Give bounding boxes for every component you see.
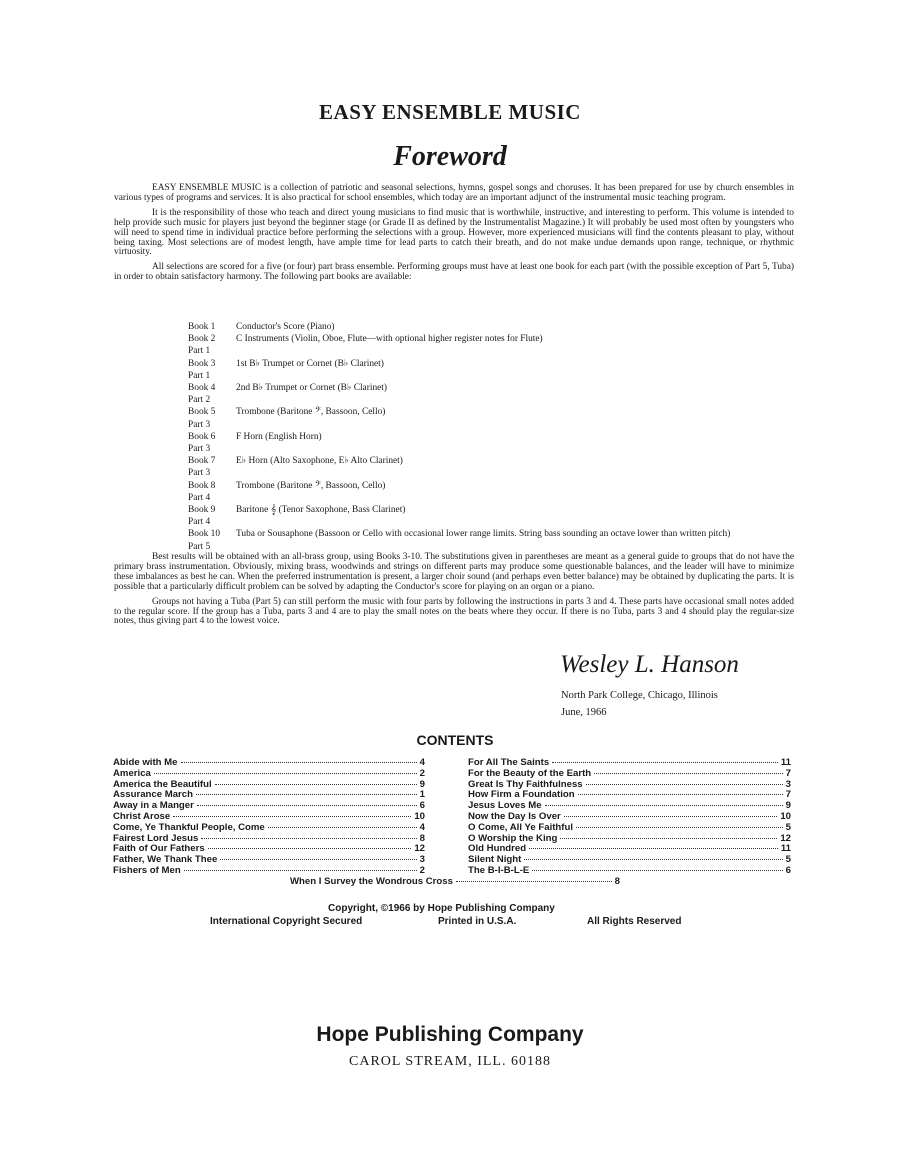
dot-leader (578, 794, 783, 795)
signature: Wesley L. Hanson (560, 651, 739, 678)
contents-page: 6 (785, 864, 791, 876)
contents-page: 7 (785, 767, 791, 779)
contents-title: Great Is Thy Faithfulness (468, 778, 583, 790)
book-number: Book 5 (188, 407, 216, 418)
book-part: Part 3 (188, 444, 211, 455)
contents-page: 3 (419, 854, 425, 866)
paragraph: All selections are scored for a five (or four) part brass ensemble. Performing groups must have at least one book for each part (with the possible exception of Part 5, Tuba) in order to obtain satisfactory harmony. The following part books are available: (114, 262, 794, 283)
dot-leader (456, 881, 612, 882)
contents-page: 5 (785, 821, 791, 833)
book-item (188, 504, 796, 528)
contents-item-centered (290, 876, 620, 887)
dot-leader (594, 773, 783, 774)
contents-page: 9 (785, 800, 791, 812)
contents-title: Abide with Me (113, 757, 178, 768)
book-item (188, 431, 796, 455)
publisher-address: CAROL STREAM, ILL. 60188 (349, 1054, 551, 1069)
contents-page: 8 (419, 832, 425, 844)
book-part: Part 4 (188, 492, 211, 503)
book-description: F Horn (English Horn) (236, 431, 322, 442)
contents-page: 11 (780, 843, 791, 855)
dot-leader (196, 794, 417, 795)
contents-title: Faith of Our Fathers (113, 843, 205, 855)
contents-title: America (113, 767, 151, 779)
book-description: C Instruments (Violin, Oboe, Flute—with optional higher register notes for Flute) (236, 334, 543, 345)
book-number: Book 6 (188, 431, 216, 442)
contents-item (468, 823, 791, 834)
book-part: Part 3 (188, 419, 211, 430)
contents-title: Fishers of Men (113, 864, 181, 876)
page-title: EASY ENSEMBLE MUSIC (319, 100, 581, 124)
contents-title: Come, Ye Thankful People, Come (113, 821, 265, 833)
book-number: Book 8 (188, 480, 216, 491)
publisher-name: Hope Publishing Company (316, 1023, 584, 1046)
dot-leader (268, 827, 417, 828)
contents-page: 3 (785, 778, 791, 790)
contents-page: 1 (419, 789, 425, 801)
dot-leader (208, 848, 412, 849)
contents-page: 7 (785, 789, 791, 801)
contents-title: The B-I-B-L-E (468, 864, 530, 876)
book-item (188, 455, 796, 479)
book-number: Book 7 (188, 456, 216, 467)
book-item (188, 382, 796, 406)
book-part: Part 1 (188, 346, 211, 357)
part-book-list (188, 321, 796, 553)
contents-page: 11 (780, 757, 791, 768)
book-number: Book 3 (188, 358, 216, 369)
book-number: Book 9 (188, 505, 216, 516)
dot-leader (545, 805, 783, 806)
contents-page: 12 (780, 832, 791, 844)
dot-leader (184, 870, 417, 871)
book-description: Conductor's Score (Piano) (236, 322, 335, 332)
contents-page: 6 (419, 800, 425, 812)
book-description: Tuba or Sousaphone (Bassoon or Cello with occasional lower range limits. String bass sounding an octave lower than written pitch) (236, 529, 731, 540)
book-part: Part 3 (188, 468, 211, 479)
book-part: Part 1 (188, 370, 211, 381)
contents-item (113, 769, 425, 780)
book-part: Part 2 (188, 395, 211, 406)
printed-in: Printed in U.S.A. (438, 916, 517, 927)
contents-page: 10 (780, 810, 791, 822)
rights-reserved: All Rights Reserved (587, 916, 682, 927)
book-number: Book 10 (188, 529, 221, 540)
signature-affiliation: North Park College, Chicago, Illinois (561, 690, 718, 701)
paragraph: EASY ENSEMBLE MUSIC is a collection of patriotic and seasonal selections, hymns, gospel songs and choruses. It has been prepared for use by church ensembles in various types of programs and services. It is also practical for school ensembles, which today are an important adjunct of the instrumental music teaching program. (114, 183, 794, 203)
dot-leader (524, 859, 782, 860)
dot-leader (220, 859, 416, 860)
book-description: Baritone 𝄞 (Tenor Saxophone, Bass Clarinet) (236, 505, 406, 516)
dot-leader (576, 827, 783, 828)
book-description: 2nd B♭ Trumpet or Cornet (B♭ Clarinet) (236, 383, 388, 394)
contents-title: Father, We Thank Thee (113, 854, 218, 866)
contents-title: Silent Night (468, 854, 522, 866)
dot-leader (173, 816, 411, 817)
dot-leader (197, 805, 417, 806)
contents-column-right (468, 758, 791, 877)
book-description: Trombone (Baritone 𝄢, Bassoon, Cello) (236, 480, 386, 491)
foreword-heading: Foreword (393, 141, 507, 172)
book-description: Trombone (Baritone 𝄢, Bassoon, Cello) (236, 407, 386, 418)
contents-page: 2 (419, 864, 425, 876)
book-number: Book 4 (188, 383, 216, 394)
dot-leader (529, 848, 778, 849)
book-number: Book 2 (188, 334, 216, 345)
dot-leader (201, 838, 416, 839)
contents-item (290, 876, 620, 887)
book-description: E♭ Horn (Alto Saxophone, E♭ Alto Clarinet) (236, 456, 403, 467)
dot-leader (564, 816, 778, 817)
book-item (188, 480, 796, 504)
foreword-body-continued (114, 553, 794, 632)
book-item (188, 321, 796, 333)
dot-leader (215, 784, 417, 785)
contents-title: Christ Arose (113, 810, 171, 822)
contents-heading: CONTENTS (416, 732, 494, 748)
contents-title: O Come, All Ye Faithful (468, 821, 574, 833)
contents-title: Away in a Manger (113, 800, 194, 812)
contents-title: Assurance March (113, 789, 193, 801)
contents-title: America the Beautiful (113, 778, 212, 790)
dot-leader (181, 762, 417, 763)
book-item (188, 406, 796, 430)
contents-page: 10 (414, 810, 425, 822)
book-item (188, 528, 796, 552)
dot-leader (552, 762, 778, 763)
copyright-secured: International Copyright Secured (210, 916, 363, 927)
signature-date: June, 1966 (561, 707, 607, 718)
paragraph: Groups not having a Tuba (Part 5) can still perform the music with four parts by following the instructions in parts 3 and 4. These parts have occasional small notes added to the regular score. If the group has a Tuba, parts 3 and 4 are to play the small notes on the beats where they occur. If there is no Tuba, parts 3 and 4 should play the regular-size notes, thus giving part 4 to the lowest voice. (114, 596, 794, 627)
contents-title: How Firm a Foundation (468, 789, 575, 801)
contents-item (468, 769, 791, 780)
book-description: 1st B♭ Trumpet or Cornet (B♭ Clarinet) (236, 358, 384, 369)
dot-leader (154, 773, 417, 774)
contents-title: Fairest Lord Jesus (113, 832, 199, 844)
book-part: Part 5 (188, 541, 211, 552)
contents-column-left (113, 758, 425, 877)
contents-page: 9 (419, 778, 425, 790)
dot-leader (560, 838, 777, 839)
contents-title: Jesus Loves Me (468, 800, 542, 812)
contents-title: When I Survey the Wondrous Cross (290, 876, 453, 887)
dot-leader (532, 870, 782, 871)
contents-title: O Worship the King (468, 832, 558, 844)
book-part: Part 4 (188, 517, 211, 528)
paragraph: It is the responsibility of those who teach and direct young musicians to find music that is worthwhile, instructive, and interesting to perform. This volume is intended to help provide such music for players just beyond the beginner stage (or Grade II as defined by the Instrumentalist Magazine.) It will probably be used most often by youngsters who will need to spend time in individual practice before performing the selections with a group. However, more experienced musicians will find the contents pleasant to play, without being taxing. Most selections are of modest length, have ample time for lead parts to catch their breath, and do not make undue demands upon range, technique, or rhythmic virtuosity. (114, 207, 794, 258)
contents-title: Old Hundred (468, 843, 527, 855)
contents-title: For All The Saints (468, 757, 550, 768)
contents-page: 8 (614, 876, 620, 887)
contents-page: 5 (785, 854, 791, 866)
contents-item (113, 823, 425, 834)
book-item (188, 333, 796, 357)
contents-title: For the Beauty of the Earth (468, 767, 592, 779)
contents-page: 12 (414, 843, 425, 855)
book-number: Book 1 (188, 322, 216, 332)
paragraph: Best results will be obtained with an all-brass group, using Books 3-10. The substitutions given in parentheses are meant as a general guide to groups that do not have the primary brass instrumentation. Obviously, mixing brass, woodwinds and strings on different parts may produce some questionable balances, and the leader will have to minimize these imbalances as best he can. When the preferred instrumentation is present, a larger choir sound (and perhaps even better balance) may be obtained by duplicating the parts. It is possible that a particularly difficult problem can be solved by adapting the Conductor's score for playing on an organ or a piano. (114, 552, 794, 592)
contents-page: 4 (419, 757, 425, 768)
foreword-body (114, 184, 794, 288)
contents-title: Now the Day Is Over (468, 810, 561, 822)
contents-page: 2 (419, 767, 425, 779)
copyright-notice: Copyright, ©1966 by Hope Publishing Company (328, 903, 555, 914)
book-item (188, 358, 796, 382)
dot-leader (586, 784, 783, 785)
contents-item (113, 758, 425, 769)
contents-page: 4 (419, 821, 425, 833)
